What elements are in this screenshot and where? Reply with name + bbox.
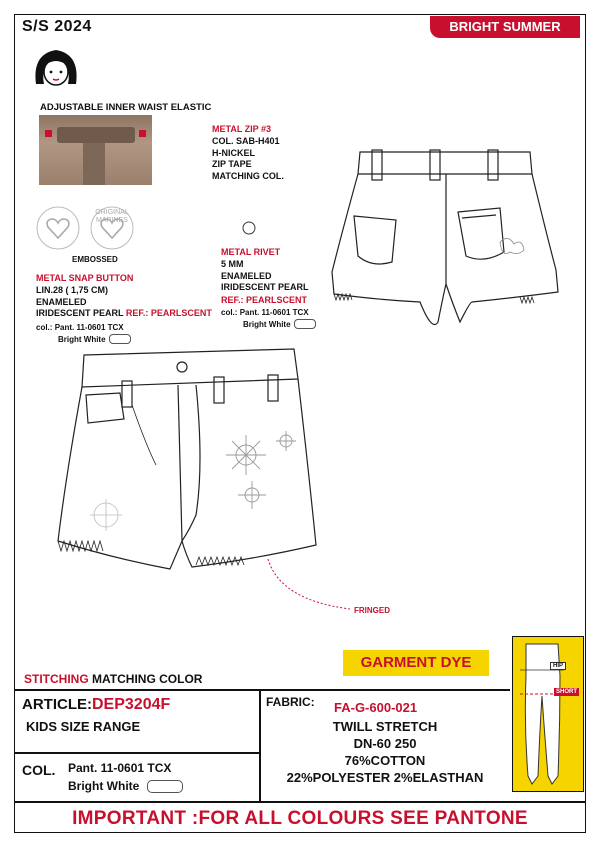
snap-title: METAL SNAP BUTTON xyxy=(36,273,134,283)
waist-elastic-title: ADJUSTABLE INNER WAIST ELASTIC xyxy=(40,102,212,113)
season-label: S/S 2024 xyxy=(22,18,92,35)
snap-color: col.: Pant. 11-0601 TCX Bright White xyxy=(36,322,131,345)
fabric-composition: TWILL STRETCH DN-60 250 76%COTTON 22%POLYESTER 2%ELASTHAN xyxy=(286,719,484,785)
col-value: Pant. 11-0601 TCX Bright White xyxy=(68,759,183,795)
collection-badge: BRIGHT SUMMER xyxy=(430,16,580,38)
rivet-color: col.: Pant. 11-0601 TCX Bright White xyxy=(221,307,316,330)
rivet-title: METAL RIVET xyxy=(221,247,281,257)
zip-title: METAL ZIP #3 xyxy=(212,124,272,134)
snap-spec: LIN.28 ( 1,75 CM) ENAMELED IRIDESCENT PEARL REF.: PEARLSCENT xyxy=(36,285,212,318)
garment-dye-badge: GARMENT DYE xyxy=(343,650,489,676)
article-field: ARTICLE:DEP3204F xyxy=(22,696,171,713)
rivet-spec: 5 MM ENAMELED IRIDESCENT PEARL xyxy=(221,259,309,292)
front-view-sketch xyxy=(46,345,346,585)
zip-spec: COL. SAB-H401 H-NICKEL ZIP TAPE MATCHING COL. xyxy=(212,136,284,181)
rivet-icon xyxy=(242,221,256,235)
hip-label: HIP xyxy=(550,662,566,670)
logo-badge-text: ORIGINAL MARINES xyxy=(95,209,129,224)
fabric-code: FA-G-600-021 xyxy=(334,700,418,715)
size-range: KIDS SIZE RANGE xyxy=(26,719,141,734)
girl-face-icon xyxy=(28,44,84,92)
waist-elastic-photo xyxy=(39,115,152,185)
rivet-ref: REF.: PEARLSCENT xyxy=(221,295,308,305)
leg-silhouette-icon xyxy=(512,636,584,792)
fringed-pointer xyxy=(260,555,360,615)
fringed-label: FRINGED xyxy=(354,606,390,615)
short-label: SHORT xyxy=(556,689,577,695)
embossed-caption: EMBOSSED xyxy=(72,255,118,264)
pantone-warning: IMPORTANT :FOR ALL COLOURS SEE PANTONE xyxy=(72,808,528,829)
back-view-sketch xyxy=(320,142,570,337)
fabric-label: FABRIC: xyxy=(266,695,315,709)
stitching-note: STITCHING MATCHING COLOR xyxy=(24,672,203,686)
col-label: COL. xyxy=(22,762,56,778)
